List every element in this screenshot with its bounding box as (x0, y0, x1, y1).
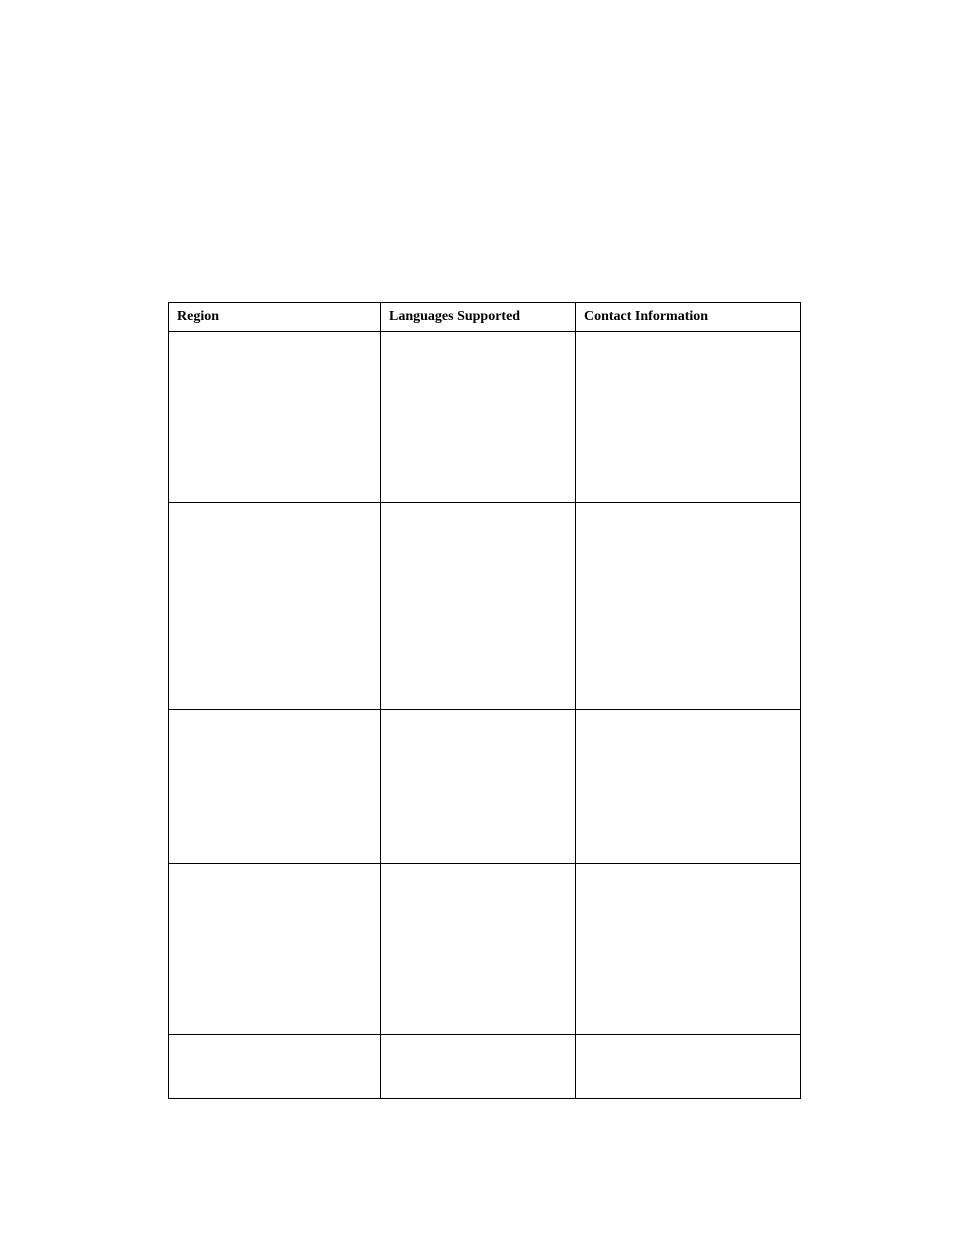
table-row (169, 864, 801, 1035)
languages-cell (381, 1035, 576, 1099)
column-header-contact: Contact Information (576, 303, 801, 332)
contact-cell (576, 710, 801, 864)
region-cell (169, 1035, 381, 1099)
languages-cell (381, 503, 576, 710)
table-row (169, 503, 801, 710)
contact-cell (576, 1035, 801, 1099)
contact-cell (576, 503, 801, 710)
region-cell (169, 332, 381, 503)
contact-cell (576, 864, 801, 1035)
contact-cell (576, 332, 801, 503)
column-header-region: Region (169, 303, 381, 332)
table-row (169, 332, 801, 503)
contact-table (168, 302, 801, 1099)
table-header-row (169, 303, 801, 332)
languages-cell (381, 864, 576, 1035)
languages-cell (381, 332, 576, 503)
languages-cell (381, 710, 576, 864)
region-cell (169, 710, 381, 864)
table-row (169, 710, 801, 864)
region-cell (169, 503, 381, 710)
column-header-languages: Languages Supported (381, 303, 576, 332)
region-cell (169, 864, 381, 1035)
table-row (169, 1035, 801, 1099)
